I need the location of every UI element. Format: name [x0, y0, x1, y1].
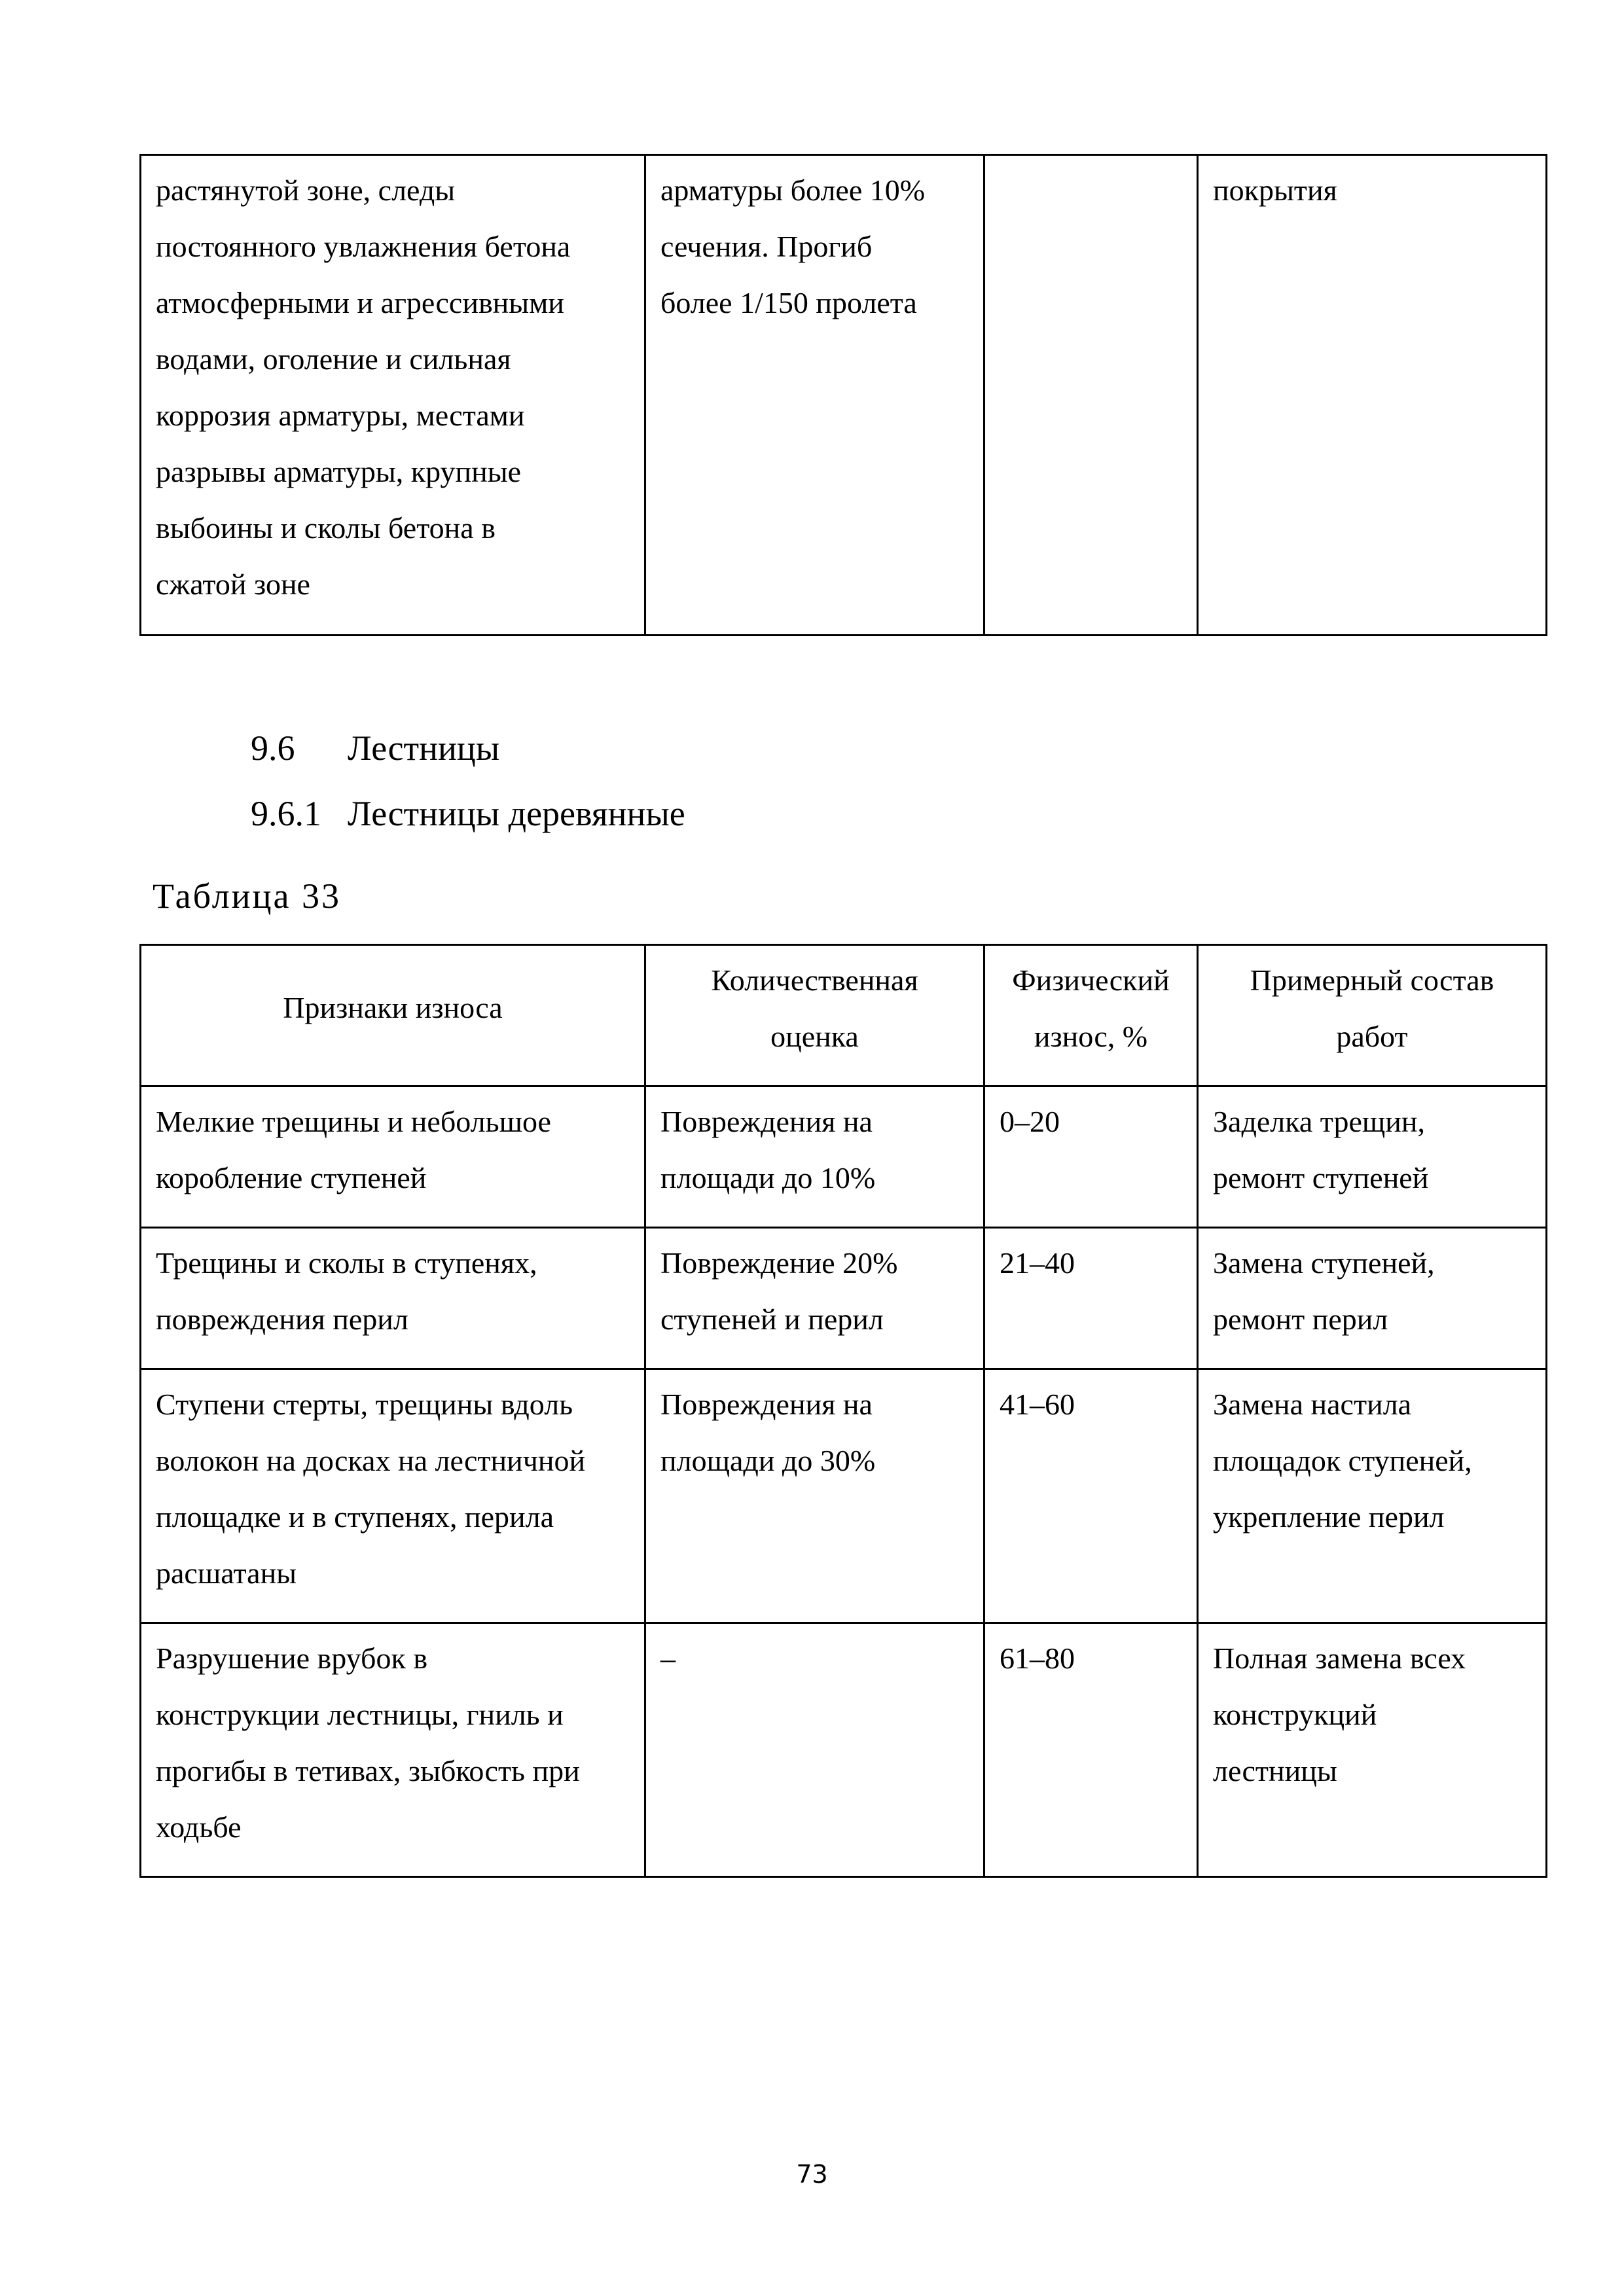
works-cell	[1198, 1086, 1547, 1228]
signs-cell	[141, 1228, 645, 1369]
cell-text-line: волокон на досках на лестничной	[156, 1444, 586, 1477]
cell-text-line: разрывы арматуры, крупные	[156, 455, 522, 488]
cell-text-line: ремонт перил	[1213, 1302, 1388, 1336]
cell-text-line: работ	[1336, 1020, 1408, 1053]
cell-text-line: Повреждение 20%	[660, 1246, 898, 1280]
cell-text-line: укрепление перил	[1213, 1500, 1445, 1534]
works-cell	[1198, 155, 1547, 636]
cell-text-line: Ступени стерты, трещины вдоль	[156, 1388, 573, 1421]
quantitative-cell	[645, 1369, 984, 1623]
wear-cell	[984, 1369, 1198, 1623]
cell-text-line: –	[660, 1641, 676, 1675]
cell-text-line: 41–60	[1000, 1388, 1075, 1421]
section-title: Лестницы	[348, 728, 500, 768]
cell-text-line: Заделка трещин,	[1213, 1105, 1426, 1138]
cell-text-line: 0–20	[1000, 1105, 1060, 1138]
cell-text-line: конструкций	[1213, 1698, 1377, 1731]
cell-text-line: площади до 10%	[660, 1161, 876, 1194]
cell-text-line: атмосферными и агрессивными	[156, 286, 564, 319]
signs-cell	[141, 1369, 645, 1623]
cell-text-line: 21–40	[1000, 1246, 1075, 1280]
wear-cell	[984, 1623, 1198, 1877]
cell-text-line: Замена ступеней,	[1213, 1246, 1435, 1280]
cell-text-line: ходьбе	[156, 1810, 242, 1844]
cell-text-line: площадок ступеней,	[1213, 1444, 1472, 1477]
cell-text-line: Разрушение врубок в	[156, 1641, 428, 1675]
cell-text-line: ремонт ступеней	[1213, 1161, 1429, 1194]
signs-cell	[141, 1086, 645, 1228]
wear-table	[139, 944, 1547, 1878]
subsection-title: Лестницы деревянные	[348, 794, 685, 833]
signs-cell	[141, 155, 645, 636]
cell-text-line: площадке и в ступенях, перила	[156, 1500, 554, 1534]
page-number: 73	[796, 2160, 828, 2189]
cell-text-line: лестницы	[1213, 1754, 1337, 1787]
cell-text-line: водами, оголение и сильная	[156, 342, 511, 376]
table-caption: Таблица 33	[153, 876, 341, 916]
table-row	[141, 1623, 1547, 1877]
table-row	[141, 1228, 1547, 1369]
cell-text-line: коробление ступеней	[156, 1161, 427, 1194]
signs-cell	[141, 1623, 645, 1877]
cell-text-line: покрытия	[1213, 173, 1337, 207]
table-row	[141, 155, 1547, 636]
cell-text-line: площади до 30%	[660, 1444, 876, 1477]
section-number: 9.6	[251, 728, 295, 768]
cell-text-line: растянутой зоне, следы	[156, 173, 456, 207]
works-cell	[1198, 1228, 1547, 1369]
cell-text-line: конструкции лестницы, гниль и	[156, 1698, 564, 1731]
table-row	[141, 1086, 1547, 1228]
quantitative-cell	[645, 155, 984, 636]
cell-text-line: Мелкие трещины и небольшое	[156, 1105, 551, 1138]
cell-text-line: Замена настила	[1213, 1388, 1412, 1421]
table-row	[141, 1369, 1547, 1623]
cell-text-line: Трещины и сколы в ступенях,	[156, 1246, 537, 1280]
wear-cell	[984, 155, 1198, 636]
cell-text-line: Повреждения на	[660, 1105, 873, 1138]
cell-text-line: Повреждения на	[660, 1388, 873, 1421]
cell-text-line: более 1/150 пролета	[660, 286, 917, 319]
cell-text-line: сечения. Прогиб	[660, 230, 873, 263]
table-header-row	[141, 945, 1547, 1086]
quantitative-cell	[645, 1086, 984, 1228]
cell-text-line: постоянного увлажнения бетона	[156, 230, 571, 263]
wear-cell	[984, 1086, 1198, 1228]
section-heading	[251, 728, 499, 768]
cell-text-line: ступеней и перил	[660, 1302, 884, 1336]
quantitative-cell	[645, 1228, 984, 1369]
cell-text-line: оценка	[770, 1020, 859, 1053]
cell-text-line: повреждения перил	[156, 1302, 408, 1336]
cell-text-line: прогибы в тетивах, зыбкость при	[156, 1754, 580, 1787]
header-signs	[141, 945, 645, 1086]
wear-cell	[984, 1228, 1198, 1369]
subsection-heading	[251, 793, 685, 834]
header-quantitative	[645, 945, 984, 1086]
cell-text-line: Физический	[1012, 963, 1170, 997]
cell-text-line: Признаки износа	[283, 991, 503, 1024]
cell-text-line: выбоины и сколы бетона в	[156, 511, 496, 545]
continuation-table	[139, 154, 1547, 636]
cell-text-line: арматуры более 10%	[660, 173, 926, 207]
cell-text-line: расшатаны	[156, 1556, 297, 1590]
header-wear	[984, 945, 1198, 1086]
works-cell	[1198, 1623, 1547, 1877]
cell-text-line: 61–80	[1000, 1641, 1075, 1675]
subsection-number: 9.6.1	[251, 794, 321, 833]
works-cell	[1198, 1369, 1547, 1623]
cell-text-line: сжатой зоне	[156, 567, 310, 601]
cell-text-line: Примерный состав	[1250, 963, 1494, 997]
header-works	[1198, 945, 1547, 1086]
cell-text-line: износ, %	[1034, 1020, 1148, 1053]
quantitative-cell	[645, 1623, 984, 1877]
cell-text-line: Количественная	[711, 963, 918, 997]
cell-text-line: коррозия арматуры, местами	[156, 399, 525, 432]
cell-text-line: Полная замена всех	[1213, 1641, 1466, 1675]
